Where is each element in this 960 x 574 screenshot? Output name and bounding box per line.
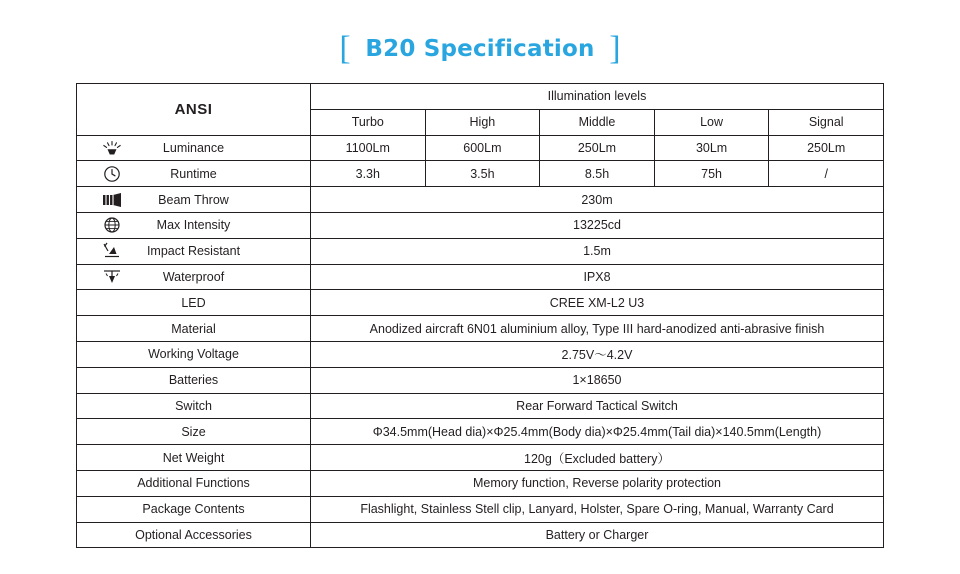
cell-label-size: [77, 419, 311, 445]
cell-value-working-voltage: 2.75V～4.2V: [311, 341, 884, 367]
cell-runtime-middle: 8.5h: [540, 161, 655, 187]
page-title-text: B20 Specification: [365, 36, 595, 62]
table-row: [77, 496, 884, 522]
table-row-header-ansi: [77, 84, 884, 110]
cell-label-beam-throw: [77, 187, 311, 213]
beam-throw-icon: [99, 190, 125, 210]
label-text-additional-functions: Additional Functions: [137, 476, 250, 491]
label-text-luminance: Luminance: [162, 140, 225, 155]
cell-label-additional-functions: [77, 470, 311, 496]
label-text-material: Material: [171, 321, 216, 336]
label-text-max-intensity: Max Intensity: [156, 218, 231, 233]
cell-luminance-high: 600Lm: [425, 135, 540, 161]
cell-label-switch: [77, 393, 311, 419]
clock-icon: [99, 164, 125, 184]
cell-runtime-low: 75h: [654, 161, 769, 187]
cell-value-switch: Rear Forward Tactical Switch: [311, 393, 884, 419]
cell-label-working-voltage: [77, 341, 311, 367]
cell-luminance-low: 30Lm: [654, 135, 769, 161]
label-text-waterproof: Waterproof: [162, 269, 225, 284]
table-row: [77, 238, 884, 264]
cell-label-material: [77, 316, 311, 342]
ansi-label-text: ANSI: [174, 100, 213, 118]
cell-value-led: CREE XM-L2 U3: [311, 290, 884, 316]
cell-value-impact-resistant: 1.5m: [311, 238, 884, 264]
cell-label-led: [77, 290, 311, 316]
cell-ansi-label: [77, 84, 311, 136]
label-text-batteries: Batteries: [168, 373, 219, 388]
cell-label-batteries: [77, 367, 311, 393]
impact-resistant-icon: [99, 241, 125, 261]
cell-value-max-intensity: 13225cd: [311, 212, 884, 238]
column-header-high: High: [425, 109, 540, 135]
table-row: [77, 264, 884, 290]
label-text-led: LED: [181, 295, 206, 310]
cell-value-batteries: 1×18650: [311, 367, 884, 393]
cell-illumination-levels-header: Illumination levels: [311, 84, 884, 110]
column-header-low: Low: [654, 109, 769, 135]
label-text-beam-throw: Beam Throw: [158, 192, 229, 207]
table-row: [77, 161, 884, 187]
table-row: [77, 290, 884, 316]
cell-value-package-contents: Flashlight, Stainless Stell clip, Lanyard, Holster, Spare O-ring, Manual, Warranty Card: [311, 496, 884, 522]
table-row: [77, 187, 884, 213]
column-header-signal: Signal: [769, 109, 884, 135]
cell-label-max-intensity: [77, 212, 311, 238]
cell-label-optional-accessories: [77, 522, 311, 548]
label-text-working-voltage: Working Voltage: [148, 347, 239, 362]
cell-runtime-signal: /: [769, 161, 884, 187]
label-text-package-contents: Package Contents: [142, 502, 245, 517]
specification-table: [76, 83, 884, 548]
cell-runtime-turbo: 3.3h: [311, 161, 426, 187]
cell-label-luminance: [77, 135, 311, 161]
table-row: [77, 470, 884, 496]
column-header-middle: Middle: [540, 109, 655, 135]
table-row: [77, 445, 884, 471]
table-row: [77, 419, 884, 445]
cell-luminance-signal: 250Lm: [769, 135, 884, 161]
cell-luminance-turbo: 1100Lm: [311, 135, 426, 161]
cell-label-package-contents: [77, 496, 311, 522]
cell-value-material: Anodized aircraft 6N01 aluminium alloy, Type III hard-anodized anti-abrasive finish: [311, 316, 884, 342]
specification-table-container: [76, 83, 884, 548]
waterproof-icon: [99, 267, 125, 287]
page-title: [0, 30, 960, 76]
bracket-left-decoration: [: [339, 30, 351, 67]
cell-label-runtime: [77, 161, 311, 187]
cell-value-additional-functions: Memory function, Reverse polarity protection: [311, 470, 884, 496]
bracket-right-decoration: ]: [609, 30, 621, 67]
table-row: [77, 393, 884, 419]
cell-value-net-weight: 120g（Excluded battery）: [311, 445, 884, 471]
cell-label-net-weight: [77, 445, 311, 471]
cell-value-optional-accessories: Battery or Charger: [311, 522, 884, 548]
table-row: [77, 522, 884, 548]
table-row: [77, 316, 884, 342]
label-text-runtime: Runtime: [170, 166, 217, 181]
table-row: [77, 367, 884, 393]
label-text-optional-accessories: Optional Accessories: [135, 527, 252, 542]
label-text-net-weight: Net Weight: [162, 450, 225, 465]
cell-value-size: Φ34.5mm(Head dia)×Φ25.4mm(Body dia)×Φ25.4mm(Tail dia)×140.5mm(Length): [311, 419, 884, 445]
cell-label-waterproof: [77, 264, 311, 290]
table-row: [77, 212, 884, 238]
cell-runtime-high: 3.5h: [425, 161, 540, 187]
cell-value-waterproof: IPX8: [311, 264, 884, 290]
cell-value-beam-throw: 230m: [311, 187, 884, 213]
label-text-size: Size: [181, 424, 206, 439]
label-text-impact-resistant: Impact Resistant: [146, 244, 241, 259]
max-intensity-icon: [99, 215, 125, 235]
cell-label-impact-resistant: [77, 238, 311, 264]
cell-luminance-middle: 250Lm: [540, 135, 655, 161]
column-header-turbo: Turbo: [311, 109, 426, 135]
label-text-switch: Switch: [175, 398, 212, 413]
table-row: [77, 341, 884, 367]
luminance-icon: [99, 138, 125, 158]
table-row: [77, 135, 884, 161]
